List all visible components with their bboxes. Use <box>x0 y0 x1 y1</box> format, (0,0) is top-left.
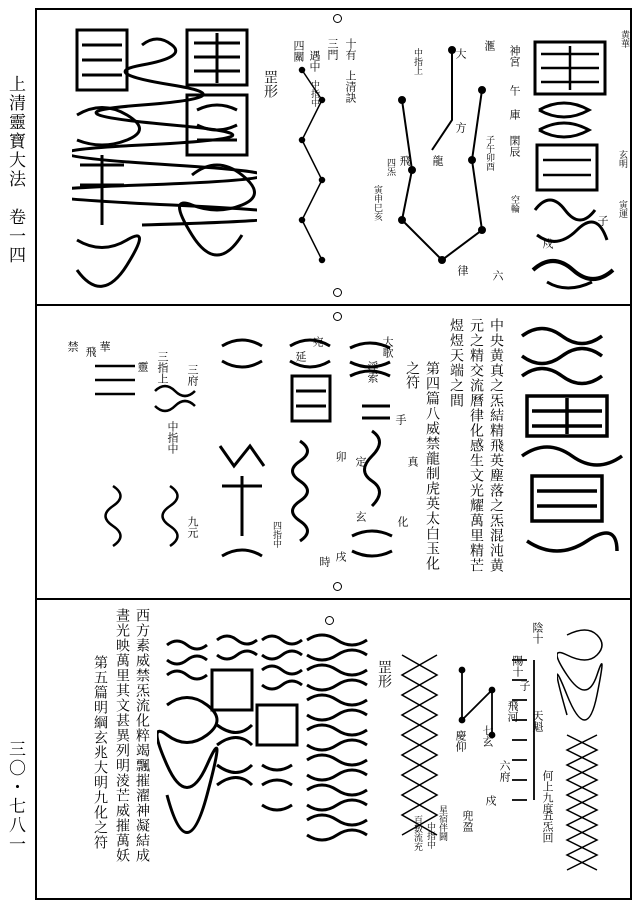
label: 陽十 <box>511 655 524 677</box>
talisman-label: 戍 <box>541 238 554 249</box>
label: 三府 <box>186 364 199 386</box>
star-label: 飛 <box>398 155 411 166</box>
label: 華 <box>98 341 111 352</box>
panel-bottom <box>37 600 630 898</box>
fu-label: 之符 <box>404 361 420 389</box>
star-label: 方 <box>454 122 467 133</box>
gang-form-label: 罡形 <box>376 660 392 688</box>
label: 中指中 <box>166 421 179 454</box>
star-label: 滙 <box>483 40 496 51</box>
book-title: 上清靈寶大法 卷一四 <box>5 75 25 265</box>
page-number: 三〇・七八一 <box>5 740 25 854</box>
label: 飛河 <box>506 700 519 722</box>
talisman-label: 子 <box>596 215 609 226</box>
star-label: 大 <box>454 48 467 59</box>
chain-diagram-right <box>557 615 617 885</box>
talisman-label: 神宮 <box>508 45 521 67</box>
talisman-large <box>157 625 372 895</box>
star-label: 遇中 <box>308 50 321 72</box>
star-label: 上清訣 <box>344 70 357 103</box>
label: 九元 <box>186 516 199 538</box>
label: 五炁回 <box>541 810 554 843</box>
label: 天魁 <box>531 710 544 732</box>
chapter-title: 第五篇明綱玄兆大明九化之符 <box>92 655 108 850</box>
chapter-title: 第四篇八威禁龍制虎英太白玉化 <box>424 361 440 571</box>
talisman-label: 空輪 <box>509 195 519 213</box>
gang-form-label: 罡形 <box>262 70 278 98</box>
label: 四指中 <box>271 521 281 548</box>
text-column: 西方素威禁炁流化粹竭飄摧濯神凝結成 <box>134 608 150 863</box>
star-diagram-left <box>292 60 332 290</box>
label: 飛 <box>84 346 97 357</box>
label: 大歌 <box>381 336 394 358</box>
label: 三指上 <box>156 351 169 384</box>
label: 宛 <box>311 336 324 347</box>
label: 靈 <box>136 361 149 372</box>
text-column: 晝光映萬里其文甚異列明淩芒威摧萬妖 <box>114 608 130 863</box>
label: 戌 <box>334 551 347 562</box>
text-column: 元之精交流曆律化感生文光耀萬里精芒 <box>468 318 484 573</box>
label: 玄 <box>354 511 367 522</box>
talisman-label: 玄明 <box>617 150 627 168</box>
talisman-label: 黄華 <box>619 30 629 48</box>
label: 中指中 <box>425 822 435 849</box>
talisman-5 <box>85 346 145 596</box>
label: 卯 <box>334 451 347 462</box>
star-label: 子午卯酉 <box>484 135 494 171</box>
star-label: 龍 <box>431 155 444 166</box>
label: 陰十 <box>531 622 544 644</box>
text-column: 中央黄真之炁結精飛英塵落之炁混沌黄 <box>488 318 504 573</box>
star-label: 中指中 <box>309 80 319 107</box>
label: 六府 <box>498 760 511 782</box>
talisman-2 <box>280 331 340 581</box>
star-label: 寅申巳亥 <box>372 185 382 221</box>
star-label: 十有 <box>344 38 357 60</box>
talisman-seal-right <box>527 20 617 300</box>
label: 子 <box>518 680 531 691</box>
star-label: 中指上 <box>412 48 422 75</box>
label: 禁 <box>66 341 79 352</box>
label: 何上九度 <box>541 770 554 814</box>
label: 浮索 <box>366 361 379 383</box>
label: 百數流充 <box>412 815 422 851</box>
label: 七玄 <box>481 725 494 747</box>
label: 手 <box>394 414 407 425</box>
talisman-label: 閑辰 <box>508 135 521 157</box>
star-label: 四關 <box>292 40 305 62</box>
star-label: 三門 <box>326 38 339 60</box>
label: 時 <box>318 556 331 567</box>
panel-middle <box>37 306 630 598</box>
star-label: 六 <box>491 270 504 281</box>
label: 真 <box>406 456 419 467</box>
talisman-label: 寅運 <box>617 200 627 218</box>
text-column: 煜煜天端之間 <box>448 318 464 408</box>
label: 延 <box>294 351 307 362</box>
talisman-3 <box>212 336 272 586</box>
star-label: 律 <box>456 265 469 276</box>
talisman-label: 午 庫 <box>508 85 521 120</box>
panel-top <box>37 10 630 304</box>
talisman-large <box>72 25 257 295</box>
label: 化 <box>396 516 409 527</box>
label: 兜盈 <box>461 810 474 832</box>
label: 定 <box>354 456 367 467</box>
talisman-seal-right <box>512 316 627 566</box>
label: 星宿伴鬪 <box>437 805 447 841</box>
star-label: 四炁 <box>385 158 395 176</box>
label: 慶仰 <box>454 730 467 752</box>
label: 戍 <box>484 795 497 806</box>
